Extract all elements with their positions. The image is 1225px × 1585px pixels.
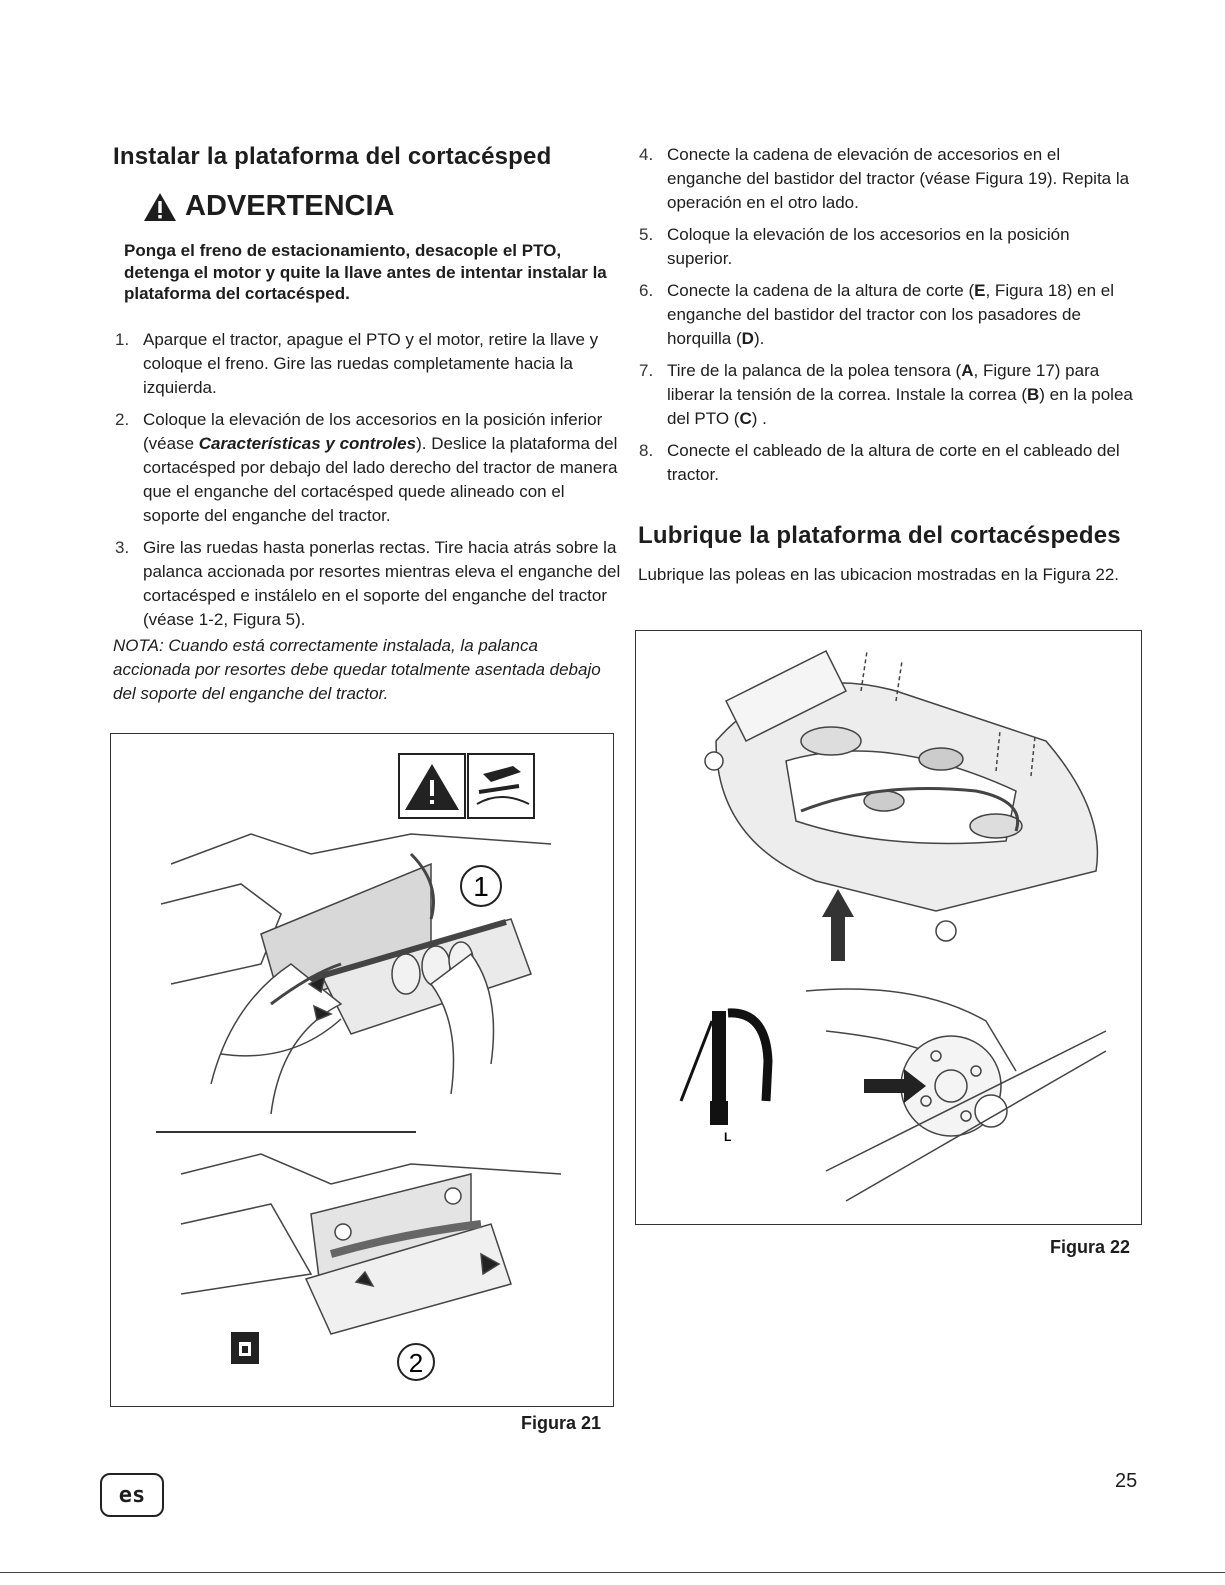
warning-triangle-icon <box>143 192 177 222</box>
step-text-post: ). Deslice la plataforma del cortacésped por debajo del lado derecho del tractor de manera que el enganche del cortacésped quede alineado con el soporte del enganche del tractor. <box>143 434 618 525</box>
hitch-lower-drawing <box>181 1154 561 1334</box>
step-item <box>637 439 1137 487</box>
figure-22-caption: Figura 22 <box>1050 1237 1131 1257</box>
grease-gun-icon <box>681 1011 768 1144</box>
step-text: Gire las ruedas hasta ponerlas rectas. Tire hacia atrás sobre la palanca accionada por resortes mientras eleva el enganche del cortacésped e instálelo en el soporte del enganche del tractor (véase 1-2, Figura 5). <box>143 538 621 629</box>
step-number: 6. <box>639 281 654 300</box>
install-steps-list <box>113 328 623 640</box>
step-text: , Figura 18) en el enganche del bastidor del tractor con los pasadores de horquilla ( <box>667 281 1114 348</box>
step-number: 1. <box>115 330 130 349</box>
lock-icon <box>231 1332 259 1364</box>
callout-letter: E <box>974 281 986 300</box>
step-text-pre: Coloque la elevación de los accesorios en la posición inferior (véase <box>143 410 603 453</box>
step-text: ) en la polea del PTO ( <box>667 385 1133 428</box>
figure-22-frame <box>635 630 1142 1225</box>
svg-text:2: 2 <box>408 1348 424 1378</box>
callout-one <box>461 866 501 906</box>
warning-title <box>143 190 394 223</box>
callout-two <box>398 1344 434 1380</box>
step-number: 4. <box>639 145 654 164</box>
step-text: ). <box>753 329 765 348</box>
svg-text:L: L <box>724 1130 732 1144</box>
step-item <box>113 408 623 528</box>
callout-letter: C <box>739 409 752 428</box>
section-heading-install: Instalar la plataforma del cortacésped <box>113 143 552 170</box>
step-number: 3. <box>115 538 130 557</box>
section-heading-lubricate: Lubrique la plataforma del cortacéspedes <box>638 522 1121 549</box>
page-bottom-rule <box>0 1572 1225 1573</box>
figure-22-illustration <box>636 631 1141 1224</box>
install-steps-list-cont <box>637 143 1137 495</box>
warning-title-text: ADVERTENCIA <box>185 190 395 222</box>
warning-body: Ponga el freno de estacionamiento, desacople el PTO, detenga el motor y quite la llave antes de intentar instalar la plataforma del cortacésped. <box>124 241 607 303</box>
step-number: 8. <box>639 441 654 460</box>
hand-pinch-hazard-icon <box>468 754 534 818</box>
step-text: Aparque el tractor, apague el PTO y el motor, retire la llave y coloque el freno. Gire las ruedas completamente hacia la izquierda. <box>143 330 599 397</box>
figure-21-frame <box>110 733 614 1407</box>
step-item <box>113 328 623 400</box>
step-item <box>637 223 1137 271</box>
step-text: Coloque la elevación de los accesorios en la posición superior. <box>667 225 1070 268</box>
up-arrow-icon <box>822 889 854 961</box>
step-text: Conecte la cadena de elevación de accesorios en el enganche del bastidor del tractor (véase Figura 19). Repita la operación en el otro lado. <box>667 145 1130 212</box>
step-item <box>637 143 1137 215</box>
step-item <box>637 279 1137 351</box>
step-text: Conecte la cadena de la altura de corte ( <box>667 281 975 300</box>
page-number: 25 <box>1115 1470 1138 1492</box>
step-item <box>113 536 623 632</box>
step-item <box>637 359 1137 431</box>
callout-letter: A <box>961 361 974 380</box>
step-number: 5. <box>639 225 654 244</box>
step-text: ) . <box>751 409 767 428</box>
step-text: Conecte el cableado de la altura de corte en el cableado del tractor. <box>667 441 1120 484</box>
pulley-detail-drawing <box>806 989 1106 1201</box>
mower-deck-drawing <box>705 651 1097 941</box>
warning-safety-icon <box>399 754 465 818</box>
lubricate-paragraph: Lubrique las poleas en las ubicacion mostradas en la Figura 22. <box>638 565 1120 584</box>
callout-letter: D <box>741 329 754 348</box>
step-number: 2. <box>115 410 130 429</box>
language-badge: es <box>100 1473 164 1517</box>
step-number: 7. <box>639 361 654 380</box>
figure-21-illustration <box>111 734 613 1406</box>
svg-text:1: 1 <box>473 871 489 902</box>
step-text: , Figure 17) para liberar la tensión de la correa. Instale la correa ( <box>667 361 1100 404</box>
step-reference-link: Características y controles <box>198 434 417 453</box>
figure-21-caption: Figura 21 <box>521 1413 602 1433</box>
note-text: NOTA: Cuando está correctamente instalada, la palanca accionada por resortes debe quedar totalmente asentada debajo del soporte del enganche del tractor. <box>113 636 601 703</box>
step-text: Tire de la palanca de la polea tensora ( <box>667 361 962 380</box>
callout-letter: B <box>1027 385 1040 404</box>
